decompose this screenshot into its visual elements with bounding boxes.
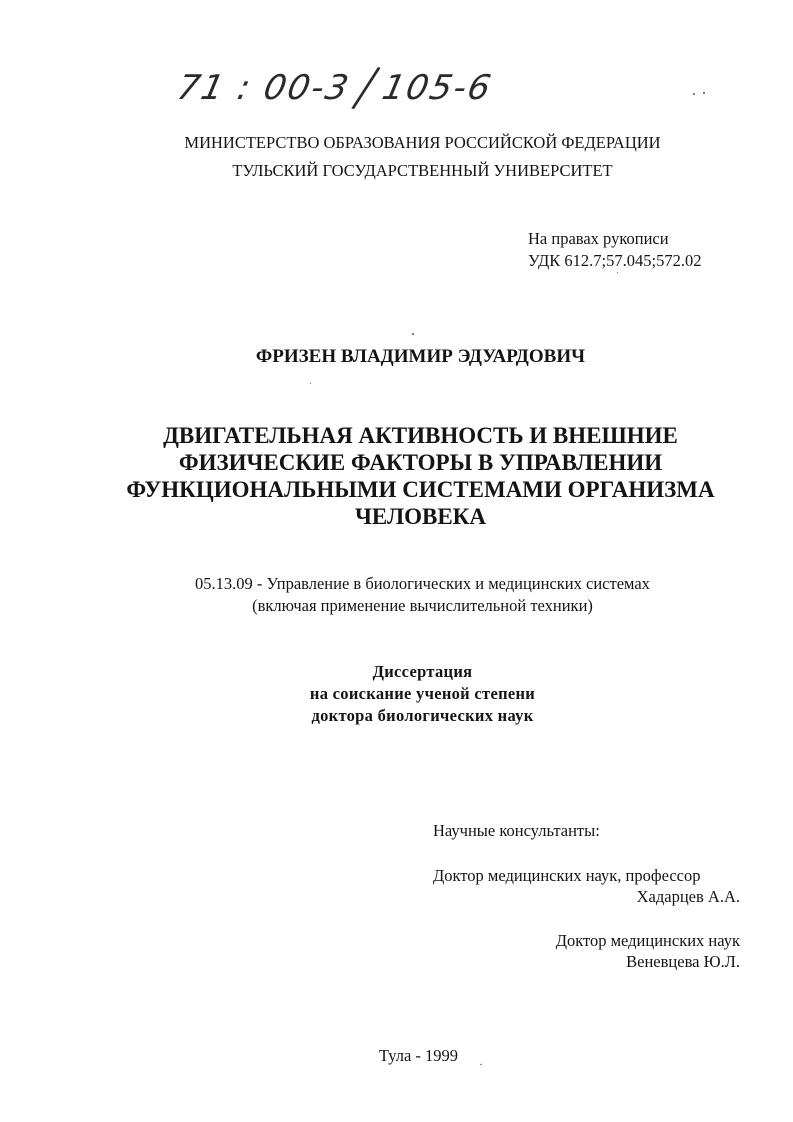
title-line: ЧЕЛОВЕКА — [355, 504, 486, 529]
scan-speck — [703, 92, 705, 94]
specialty-code-line: 05.13.09 - Управление в биологических и медицинских системах — [195, 574, 650, 593]
consultant-2-title: Доктор медицинских наук — [555, 931, 740, 950]
author-name: ФРИЗЕН ВЛАДИМИР ЭДУАРДОВИЧ — [255, 346, 586, 367]
consultants-heading: Научные консультанты: — [433, 821, 600, 840]
degree-level: доктора биологических наук — [311, 706, 534, 725]
university-heading: ТУЛЬСКИЙ ГОСУДАРСТВЕННЫЙ УНИВЕРСИТЕТ — [232, 161, 613, 180]
udc-code: УДК 612.7;57.045;572.02 — [528, 251, 702, 270]
handwritten-archive-number-left: 71 : 00-3 — [173, 68, 354, 108]
title-line: ФИЗИЧЕСКИЕ ФАКТОРЫ В УПРАВЛЕНИИ — [178, 450, 663, 475]
city-year: Тула - 1999 — [378, 1046, 459, 1065]
ministry-heading: МИНИСТЕРСТВО ОБРАЗОВАНИЯ РОССИЙСКОЙ ФЕДЕРАЦИИ — [184, 133, 661, 152]
handwritten-slash: / — [350, 54, 383, 122]
handwritten-archive-number — [173, 54, 497, 122]
title-line: ДВИГАТЕЛЬНАЯ АКТИВНОСТЬ И ВНЕШНИЕ — [163, 423, 678, 448]
degree-type: Диссертация — [372, 662, 473, 681]
handwritten-archive-number-right: 105-6 — [378, 68, 497, 108]
title-line: ФУНКЦИОНАЛЬНЫМИ СИСТЕМАМИ ОРГАНИЗМА — [126, 477, 715, 502]
scan-speck — [617, 272, 618, 273]
consultant-1-title: Доктор медицинских наук, профессор — [433, 866, 701, 885]
degree-purpose: на соискание ученой степени — [309, 684, 536, 703]
scan-speck — [412, 333, 414, 335]
consultant-2-name: Веневцева Ю.Л. — [626, 952, 740, 971]
scan-speck — [693, 93, 695, 95]
scan-speck — [310, 383, 311, 384]
consultant-1-name: Хадарцев А.А. — [636, 887, 740, 906]
specialty-description-line: (включая применение вычислительной техники) — [252, 596, 593, 615]
manuscript-rights-note: На правах рукописи — [528, 229, 669, 248]
